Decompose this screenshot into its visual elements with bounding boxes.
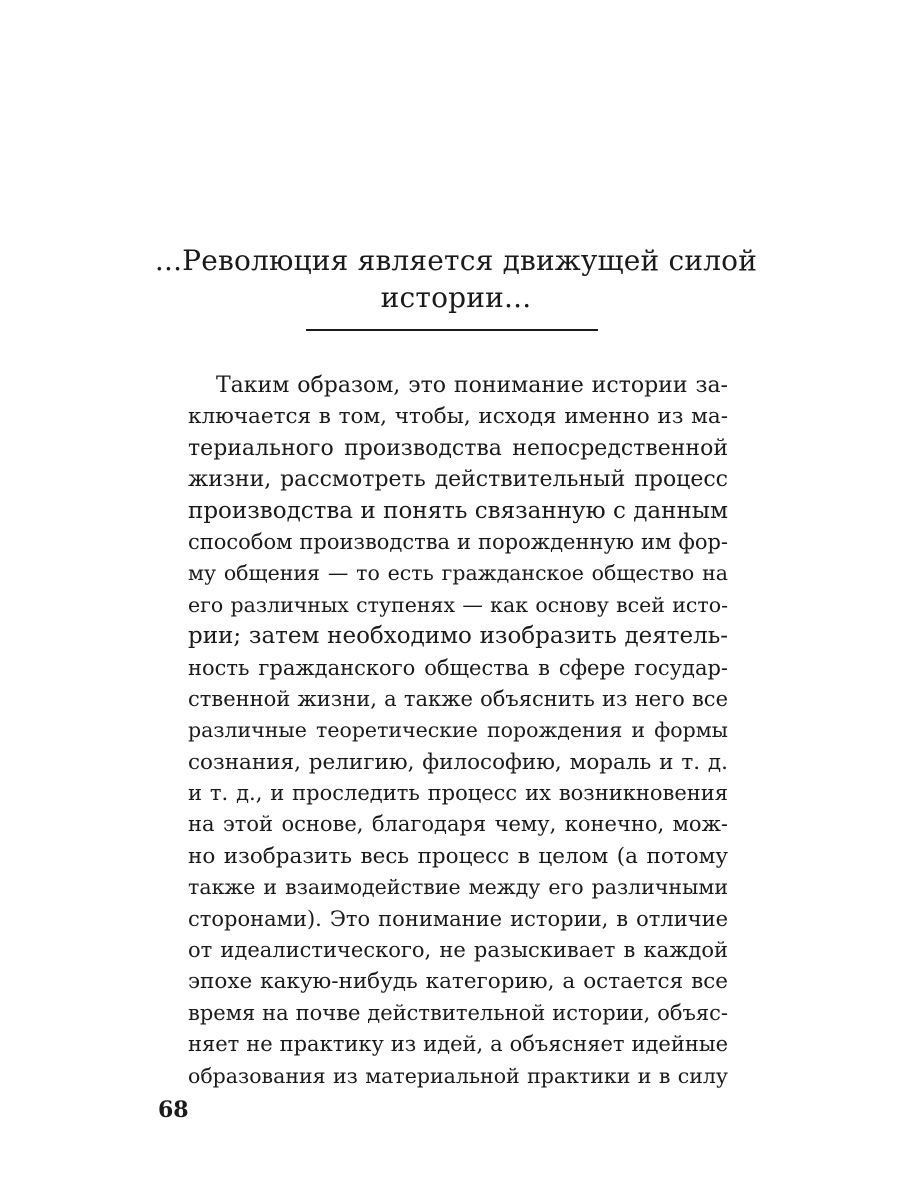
- text-line: рии; затем необходимо изобразить деятель-: [188, 623, 728, 650]
- text-line: различные теоретические порождения и формы: [188, 718, 728, 743]
- text-line: время на почве действительной истории, объяс-: [188, 1000, 728, 1025]
- chapter-title-line: ...Революция является движущей силой: [154, 244, 758, 277]
- text-line: сознания, религию, философию, мораль и т. д.: [188, 749, 728, 775]
- text-line: также и взаимодействие между его различными: [188, 875, 728, 900]
- text-line: му общения — то есть гражданское общество на: [188, 561, 728, 586]
- text-line: сторонами). Это понимание истории, в отличие: [188, 906, 728, 931]
- text-line: териального производства непосредственной: [188, 435, 728, 461]
- text-line: ность гражданского общества в сфере государ-: [188, 655, 728, 680]
- text-line: способом производства и порожденную им фор-: [188, 529, 728, 554]
- text-line: жизни, рассмотреть действительный процесс: [188, 467, 728, 493]
- text-line: эпохе какую-нибудь категорию, а остается все: [188, 969, 728, 995]
- title-underline-rule: [306, 329, 598, 331]
- text-line: няет не практику из идей, а объясняет идейные: [188, 1032, 728, 1057]
- text-line: производства и понять связанную с данным: [188, 497, 728, 524]
- page-number: 68: [158, 1097, 189, 1123]
- text-line: его различных ступенях — как основу всей исто-: [188, 592, 728, 617]
- text-line: на этой основе, благодаря чему, конечно, мож-: [188, 812, 728, 837]
- text-line: и т. д., и проследить процесс их возникновения: [188, 781, 728, 806]
- text-line: образования из материальной практики и в силу: [188, 1063, 728, 1088]
- text-line: ключается в том, чтобы, исходя именно из ма-: [188, 404, 728, 430]
- text-line: от идеалистического, не разыскивает в каждой: [188, 938, 728, 963]
- body-paragraph: [188, 370, 728, 1092]
- chapter-title-line: истории...: [380, 281, 532, 314]
- chapter-title: [150, 242, 762, 316]
- text-line: ственной жизни, а также объяснить из него все: [188, 686, 728, 711]
- text-line: но изобразить весь процесс в целом (а потому: [188, 843, 728, 869]
- text-line: Таким образом, это понимание истории за-: [216, 373, 728, 398]
